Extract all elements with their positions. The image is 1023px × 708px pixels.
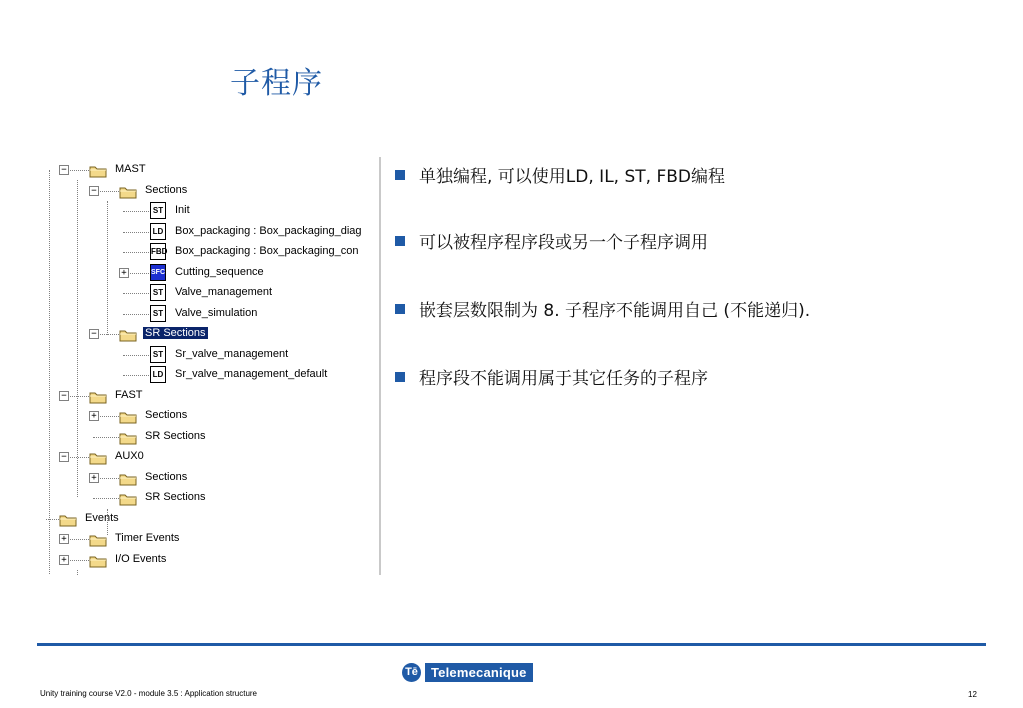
bullet-item: 单独编程, 可以使用LD, IL, ST, FBD编程: [395, 162, 725, 187]
tree-item-label[interactable]: SR Sections: [145, 429, 206, 442]
tree-item[interactable]: [45, 488, 381, 508]
tree-connector: [123, 375, 149, 376]
tree-item[interactable]: [45, 365, 381, 385]
folder-icon: [119, 327, 137, 341]
tree-guide-line: [77, 180, 78, 497]
collapse-icon[interactable]: −: [89, 186, 99, 196]
tree-item-label[interactable]: I/O Events: [115, 552, 167, 565]
folder-icon: [89, 163, 107, 177]
tree-item-label[interactable]: Sr_valve_management: [175, 347, 289, 360]
bullet-item: 可以被程序程序段或另一个子程序调用: [395, 228, 708, 253]
tree-connector: [45, 519, 59, 520]
footer-page-number: 12: [968, 690, 977, 699]
folder-icon: [89, 553, 107, 567]
bullet-square-icon: [395, 304, 405, 314]
project-browser-tree[interactable]: [45, 157, 381, 575]
footer-course: Unity training course V2.0 - module 3.5 : Application structure: [40, 689, 257, 698]
tree-connector: [123, 232, 149, 233]
collapse-icon[interactable]: −: [59, 452, 69, 462]
tree-item-label[interactable]: Timer Events: [115, 532, 180, 544]
tree-item-label[interactable]: Sections: [145, 183, 188, 196]
bullet-item: 程序段不能调用属于其它任务的子程序: [395, 364, 708, 389]
expand-icon[interactable]: +: [59, 534, 69, 544]
tree-connector: [123, 252, 149, 253]
tree-item[interactable]: [45, 263, 381, 283]
tree-connector: [123, 355, 149, 356]
folder-icon: [119, 184, 137, 198]
expand-icon[interactable]: +: [89, 411, 99, 421]
tree-item[interactable]: [45, 550, 381, 570]
collapse-icon[interactable]: −: [89, 329, 99, 339]
tree-border: [379, 157, 381, 575]
tree-connector: [123, 211, 149, 212]
expand-icon[interactable]: +: [119, 268, 129, 278]
bullet-square-icon: [395, 170, 405, 180]
telemecanique-mark-icon: Tē: [402, 663, 421, 682]
tree-connector: [123, 314, 149, 315]
page-title: 子程序: [230, 66, 323, 101]
tree-item[interactable]: [45, 468, 381, 488]
folder-icon: [89, 450, 107, 464]
tree-item[interactable]: [45, 222, 381, 242]
tree-item[interactable]: [45, 242, 381, 262]
tree-item-label[interactable]: FAST: [115, 388, 143, 401]
tree-item[interactable]: [45, 345, 381, 365]
tree-item-label[interactable]: Valve_simulation: [175, 306, 258, 319]
tree-item-label[interactable]: AUX0: [115, 450, 144, 462]
tree-item[interactable]: [45, 529, 381, 549]
tree-connector: [93, 498, 119, 499]
tree-item[interactable]: [45, 427, 381, 447]
tree-item-label[interactable]: Sections: [145, 409, 188, 421]
telemecanique-logo: [402, 663, 533, 682]
tree-item-label[interactable]: SR Sections: [145, 491, 206, 503]
tree-item-label[interactable]: Valve_management: [175, 286, 273, 298]
tree-item-label[interactable]: Cutting_sequence: [175, 265, 264, 278]
tree-item[interactable]: [45, 406, 381, 426]
section-st-icon: ST: [150, 284, 166, 301]
folder-icon: [59, 512, 77, 526]
tree-guide-line: [107, 201, 108, 335]
expand-icon[interactable]: +: [89, 473, 99, 483]
bullet-square-icon: [395, 372, 405, 382]
tree-item[interactable]: [45, 324, 381, 344]
tree-item[interactable]: [45, 201, 381, 221]
bullet-square-icon: [395, 236, 405, 246]
folder-icon: [89, 389, 107, 403]
tree-guide-line: [49, 170, 50, 575]
tree-connector: [123, 293, 149, 294]
section-st-icon: ST: [150, 346, 166, 363]
folder-icon: [89, 532, 107, 546]
folder-icon: [119, 409, 137, 423]
tree-item[interactable]: [45, 509, 381, 529]
tree-item-label[interactable]: SR Sections: [145, 327, 206, 339]
section-st-icon: ST: [150, 202, 166, 219]
tree-item-label[interactable]: Box_packaging : Box_packaging_diag: [175, 224, 362, 237]
tree-item[interactable]: [45, 447, 381, 467]
folder-icon: [119, 471, 137, 485]
folder-icon: [119, 491, 137, 505]
logo-text: Telemecanique: [425, 663, 533, 682]
tree-item[interactable]: [45, 304, 381, 324]
section-fbd-icon: FBD: [150, 243, 166, 260]
collapse-icon[interactable]: −: [59, 165, 69, 175]
section-st-icon: ST: [150, 305, 166, 322]
expand-icon[interactable]: +: [59, 555, 69, 565]
tree-item[interactable]: [45, 160, 381, 180]
tree-item[interactable]: [45, 283, 381, 303]
tree-item-label[interactable]: Box_packaging : Box_packaging_con: [175, 245, 359, 257]
section-ld-icon: LD: [150, 223, 166, 240]
bullet-item: 嵌套层数限制为 8. 子程序不能调用自己 (不能递归).: [395, 296, 810, 321]
folder-icon: [119, 430, 137, 444]
tree-guide-line: [107, 509, 108, 535]
tree-item-label[interactable]: MAST: [115, 163, 146, 175]
tree-item[interactable]: [45, 386, 381, 406]
tree-item-label[interactable]: Events: [85, 511, 119, 524]
section-ld-icon: LD: [150, 366, 166, 383]
tree-item[interactable]: [45, 181, 381, 201]
tree-connector: [93, 437, 119, 438]
collapse-icon[interactable]: −: [59, 391, 69, 401]
tree-item-label[interactable]: Init: [175, 204, 190, 216]
tree-item-label[interactable]: Sr_valve_management_default: [175, 368, 328, 380]
tree-item-label[interactable]: Sections: [145, 470, 188, 483]
section-sfc-icon: SFC: [150, 264, 166, 281]
tree-guide-line: [77, 570, 78, 575]
footer-divider: [37, 643, 986, 646]
